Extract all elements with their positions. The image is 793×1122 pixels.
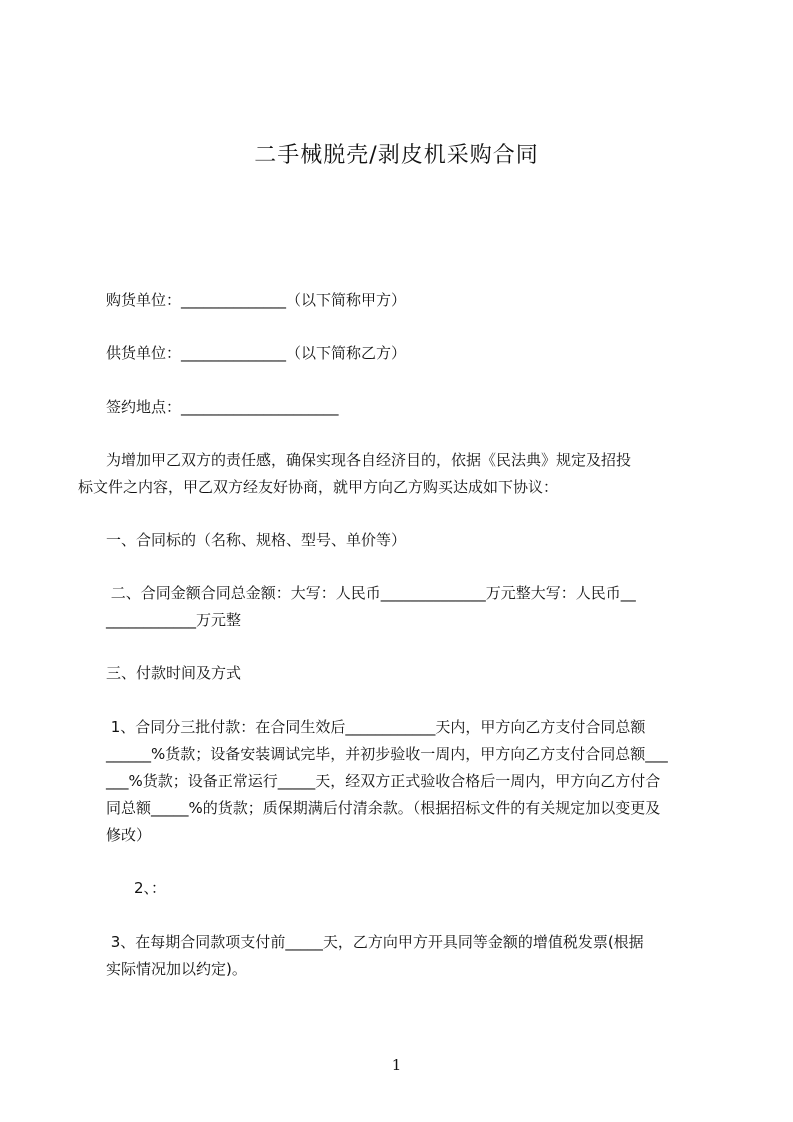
section-2-line-2: ____________万元整 bbox=[106, 611, 242, 629]
page-number: 1 bbox=[391, 1056, 402, 1074]
clause-3-line-2: 实际情况加以约定)。 bbox=[106, 960, 247, 978]
section-1-heading: 一、合同标的（名称、规格、型号、单价等） bbox=[106, 531, 407, 549]
clause-1-line-5: 修改） bbox=[106, 826, 152, 844]
section-2-line-1: 二、合同金额合同总金额：大写：人民币______________万元整大写：人民币__ bbox=[106, 584, 636, 602]
signing-place-line: 签约地点：_____________________ bbox=[106, 398, 339, 416]
clause-1-line-2: ______%货款；设备安装调试完毕，并初步验收一周内，甲方向乙方支付合同总额___ bbox=[106, 745, 668, 763]
contract-title: 二手械脱壳/剥皮机采购合同 bbox=[254, 143, 539, 168]
preamble-line-2: 标文件之内容，甲乙双方经友好协商，就甲方向乙方购买达成如下协议： bbox=[78, 478, 559, 496]
buyer-line: 购货单位：______________（以下简称甲方） bbox=[106, 291, 407, 309]
clause-3-line-1: 3、在每期合同款项支付前_____天，乙方向甲方开具同等金额的增值税发票(根据 bbox=[106, 933, 644, 951]
clause-1-line-3: ___%货款；设备正常运行_____天，经双方正式验收合格后一周内，甲方向乙方付合 bbox=[106, 772, 661, 790]
clause-1-line-1: 1、合同分三批付款：在合同生效后____________天内，甲方向乙方支付合同总额 bbox=[106, 718, 646, 736]
section-3-heading: 三、付款时间及方式 bbox=[106, 664, 242, 682]
supplier-line: 供货单位：______________（以下简称乙方） bbox=[106, 344, 407, 362]
clause-2-line: 2、： bbox=[134, 879, 167, 897]
clause-1-line-4: 同总额_____%的货款；质保期满后付清余款。（根据招标文件的有关规定加以变更及 bbox=[106, 799, 661, 817]
preamble-line-1: 为增加甲乙双方的责任感，确保实现各自经济目的，依据《民法典》规定及招投 bbox=[106, 451, 632, 469]
